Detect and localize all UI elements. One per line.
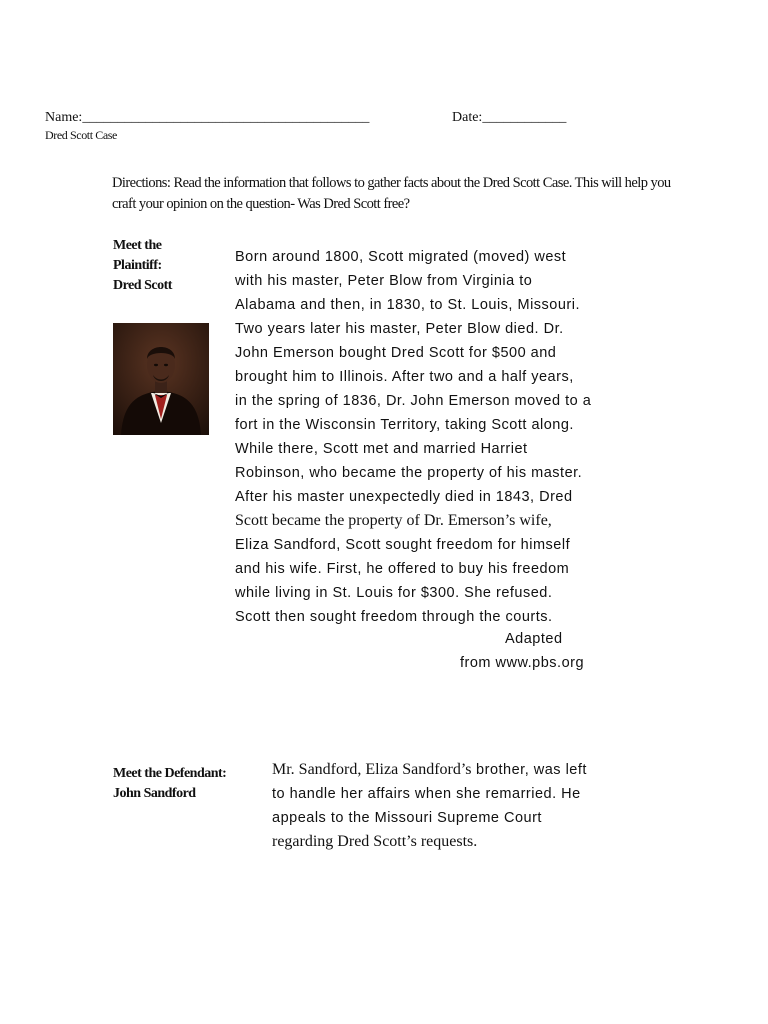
dred-scott-portrait: [113, 323, 209, 435]
plaintiff-text-line: Two years later his master, Peter Blow died. Dr.: [235, 321, 564, 337]
plaintiff-heading-line: Meet the: [113, 238, 162, 253]
source-credit-adapted: Adapted: [505, 631, 563, 647]
plaintiff-text-line: Scott became the property of Dr. Emerson’s wife,: [235, 512, 552, 529]
plaintiff-text-line: Born around 1800, Scott migrated (moved) west: [235, 249, 567, 265]
source-credit-url: from www.pbs.org: [460, 655, 585, 671]
defendant-text-sans-run: brother, was left: [471, 762, 587, 778]
defendant-text-line: to handle her affairs when she remarried. He: [272, 786, 581, 802]
plaintiff-text-line: After his master unexpectedly died in 1843, Dred: [235, 489, 573, 505]
plaintiff-text-line: in the spring of 1836, Dr. John Emerson moved to a: [235, 393, 592, 409]
plaintiff-text-line: Scott then sought freedom through the courts.: [235, 609, 553, 625]
document-title: Dred Scott Case: [45, 128, 117, 142]
directions-paragraph: Directions: Read the information that follows to gather facts about the Dred Scott Case. This will help you craft your opinion on the question- Was Dred Scott free?: [112, 175, 671, 212]
defendant-text-line: regarding Dred Scott’s requests.: [272, 833, 478, 850]
defendant-heading-line: Meet the Defendant:: [113, 766, 227, 781]
plaintiff-text-line: fort in the Wisconsin Territory, taking Scott along.: [235, 417, 574, 433]
plaintiff-text-line: Robinson, who became the property of his master.: [235, 465, 583, 481]
defendant-heading: [113, 764, 263, 804]
plaintiff-text-line: and his wife. First, he offered to buy his freedom: [235, 561, 570, 577]
plaintiff-text-line: While there, Scott met and married Harriet: [235, 441, 528, 457]
defendant-description: [272, 758, 632, 854]
plaintiff-heading: [113, 236, 213, 296]
plaintiff-heading-line: Dred Scott: [113, 278, 172, 293]
date-field-label: Date:____________: [452, 110, 567, 125]
defendant-text-line: [272, 758, 632, 782]
plaintiff-text-line: John Emerson bought Dred Scott for $500 and: [235, 345, 557, 361]
plaintiff-text-line: brought him to Illinois. After two and a half years,: [235, 369, 574, 385]
portrait-image: [113, 323, 209, 435]
defendant-text-serif-run: Mr. Sandford, Eliza Sandford’s: [272, 761, 472, 778]
plaintiff-text-line: Eliza Sandford, Scott sought freedom for himself: [235, 537, 571, 553]
plaintiff-text-line: while living in St. Louis for $300. She refused.: [235, 585, 553, 601]
name-field-label: Name:_________________________________________: [45, 110, 370, 125]
defendant-heading-line: John Sandford: [113, 786, 196, 801]
plaintiff-text-line: Alabama and then, in 1830, to St. Louis, Missouri.: [235, 297, 580, 313]
defendant-text-line: appeals to the Missouri Supreme Court: [272, 810, 542, 826]
plaintiff-description: [235, 245, 615, 629]
plaintiff-text-line: with his master, Peter Blow from Virginia to: [235, 273, 533, 289]
plaintiff-heading-line: Plaintiff:: [113, 258, 162, 273]
